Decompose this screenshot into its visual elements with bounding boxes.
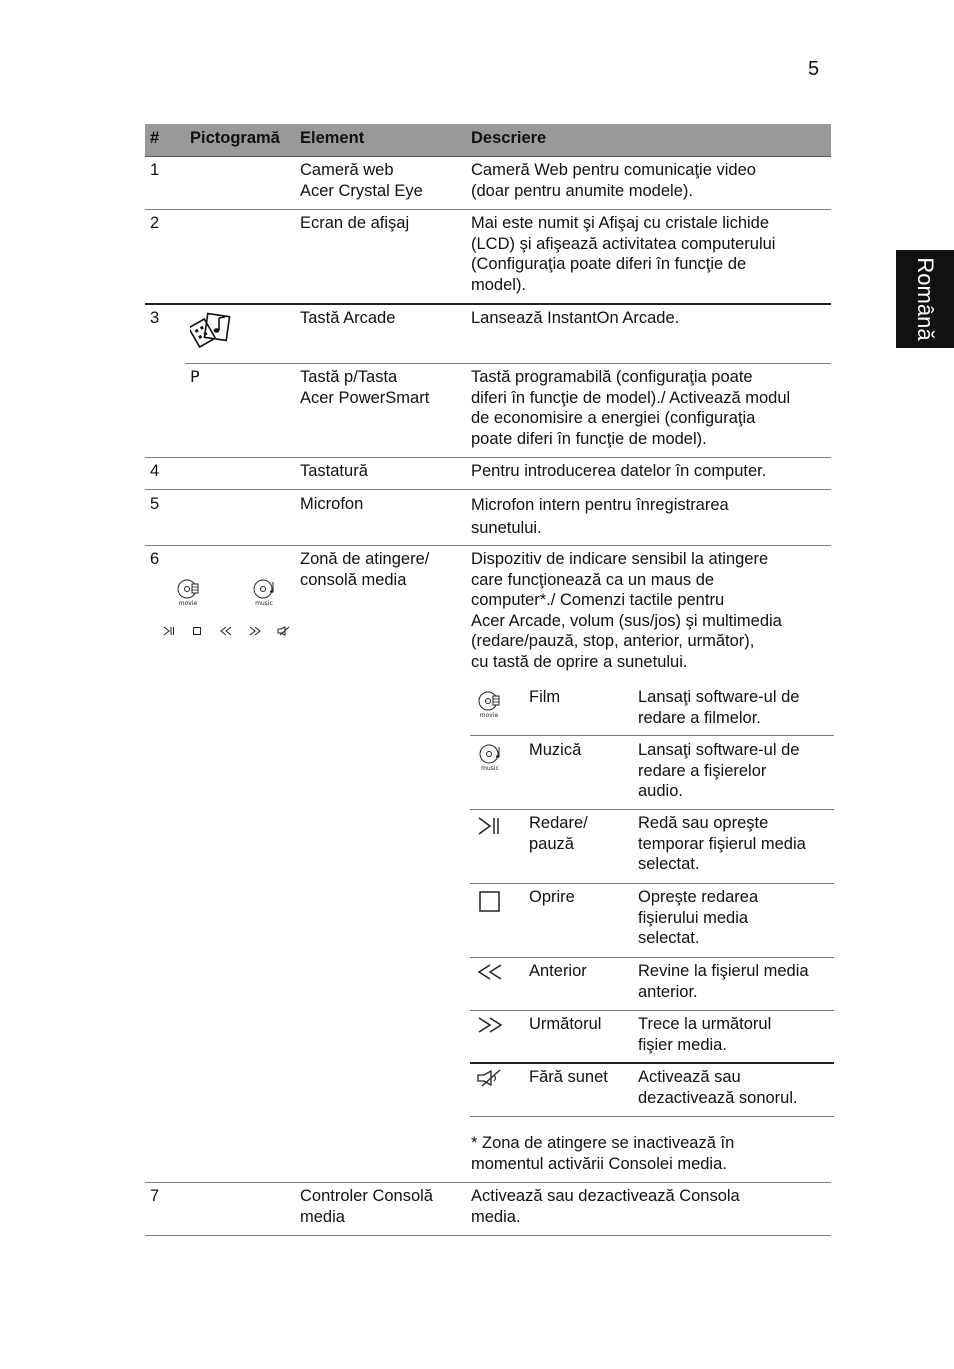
sub-6-name: Următorul — [529, 1015, 602, 1033]
play-pause-icon — [163, 626, 175, 636]
row-divider — [145, 489, 831, 490]
row-6-element: Zonă de atingere/ consolă media — [300, 550, 430, 589]
sub-6-description: Trece la următorul fişier media. — [638, 1015, 772, 1054]
previous-icon — [476, 962, 504, 982]
sub-divider — [470, 957, 834, 958]
row-7-element: Controler Consolă media — [300, 1187, 433, 1226]
row-5-num: 5 — [150, 495, 160, 513]
sub-7-description: Activează sau dezactivează sonorul. — [638, 1068, 798, 1107]
sub-3-name: Redare/ pauză — [529, 814, 588, 853]
row-1-num: 1 — [150, 161, 160, 179]
sub-divider — [470, 883, 834, 884]
sub-3-description: Redă sau opreşte temporar fişierul media selectat. — [638, 814, 806, 873]
movie-icon-label: movie — [479, 712, 499, 718]
sub-4-description: Opreşte redarea fişierului media selectat. — [638, 888, 759, 947]
music-icon-label: music — [255, 600, 273, 606]
row-divider — [145, 303, 831, 305]
row-2-element: Ecran de afişaj — [300, 214, 410, 232]
row-5-description: Microfon intern pentru înregistrarea sunetului. — [471, 496, 729, 537]
movie-icon — [476, 690, 504, 718]
sub-1-description: Lansaţi software-ul de redare a filmelor. — [638, 688, 800, 727]
row-5-element: Microfon — [300, 495, 364, 513]
row-3b-description: Tastă programabilă (configuraţia poate diferi în funcţie de model)./ Activează modul de economisire a energiei (configuraţia poate diferi în funcţie de model). — [471, 368, 791, 448]
sub-divider — [470, 735, 834, 736]
sub-5-description: Revine la fişierul media anterior. — [638, 962, 809, 1001]
row-2-num: 2 — [150, 214, 160, 232]
music-icon — [250, 578, 280, 606]
sub-7-name: Fără sunet — [529, 1068, 608, 1086]
previous-icon — [220, 626, 232, 636]
movie-icon — [175, 578, 203, 606]
sub-divider — [470, 1010, 834, 1011]
next-icon — [476, 1015, 504, 1035]
row-4-element: Tastatură — [300, 462, 368, 480]
row-2-description: Mai este numit şi Afişaj cu cristale lichide (LCD) şi afişează activitatea computerului (Configuraţia poate diferi în funcţie de model). — [471, 214, 776, 294]
row-1-element: Cameră web Acer Crystal Eye — [300, 161, 423, 200]
footnote: * Zona de atingere se inactivează în momentul activării Consolei media. — [471, 1134, 735, 1173]
header-num: # — [150, 129, 160, 147]
mute-icon — [476, 1068, 504, 1088]
sub-2-name: Muzică — [529, 741, 582, 759]
mute-icon — [277, 626, 290, 636]
row-6-num: 6 — [150, 550, 160, 568]
language-tab-label: Română — [913, 257, 938, 341]
play-pause-icon — [476, 815, 504, 837]
sub-2-description: Lansaţi software-ul de redare a fişierelor audio. — [638, 741, 800, 800]
row-3-element: Tastă Arcade — [300, 309, 396, 327]
next-icon — [249, 626, 261, 636]
music-icon — [476, 743, 506, 771]
header-icon: Pictogramă — [190, 129, 280, 147]
sub-5-name: Anterior — [529, 962, 587, 980]
row-3-description: Lansează InstantOn Arcade. — [471, 309, 680, 327]
language-tab — [896, 250, 954, 348]
row-divider — [145, 457, 831, 458]
header-description: Descriere — [471, 129, 547, 147]
row-3b-element: Tastă p/Tasta Acer PowerSmart — [300, 368, 430, 407]
row-7-description: Activează sau dezactivează Consola media. — [471, 1187, 740, 1226]
sub-divider — [470, 1062, 834, 1064]
row-4-num: 4 — [150, 462, 160, 480]
row-4-description: Pentru introducerea datelor în computer. — [471, 462, 767, 480]
row-7-num: 7 — [150, 1187, 160, 1205]
row-divider — [145, 209, 831, 210]
arcade-icon — [190, 312, 232, 350]
stop-icon — [193, 627, 201, 635]
row-divider — [185, 363, 831, 364]
movie-icon-label: movie — [178, 600, 198, 606]
header-element: Element — [300, 129, 365, 147]
row-divider — [145, 1182, 831, 1183]
sub-1-name: Film — [529, 688, 561, 706]
page-number: 5 — [808, 58, 820, 80]
sub-divider — [470, 1116, 834, 1117]
stop-icon — [476, 890, 502, 914]
table-header — [145, 124, 831, 157]
sub-divider — [470, 809, 834, 810]
music-icon-label: music — [481, 765, 499, 771]
row-divider — [145, 545, 831, 546]
row-3-num: 3 — [150, 309, 160, 327]
row-6-description: Dispozitiv de indicare sensibil la atingere care funcţionează ca un maus de computer*./ Comenzi tactile pentru Acer Arcade, volum (sus/jos) şi multimedia (redare/pauză, stop, anterior, următor), cu tastă de oprire a sunetului. — [471, 550, 782, 671]
p-key-icon: P — [190, 367, 200, 386]
sub-4-name: Oprire — [529, 888, 575, 906]
row-1-description: Cameră Web pentru comunicaţie video (doar pentru anumite modele). — [471, 161, 756, 200]
table-bottom-border — [145, 1235, 831, 1236]
